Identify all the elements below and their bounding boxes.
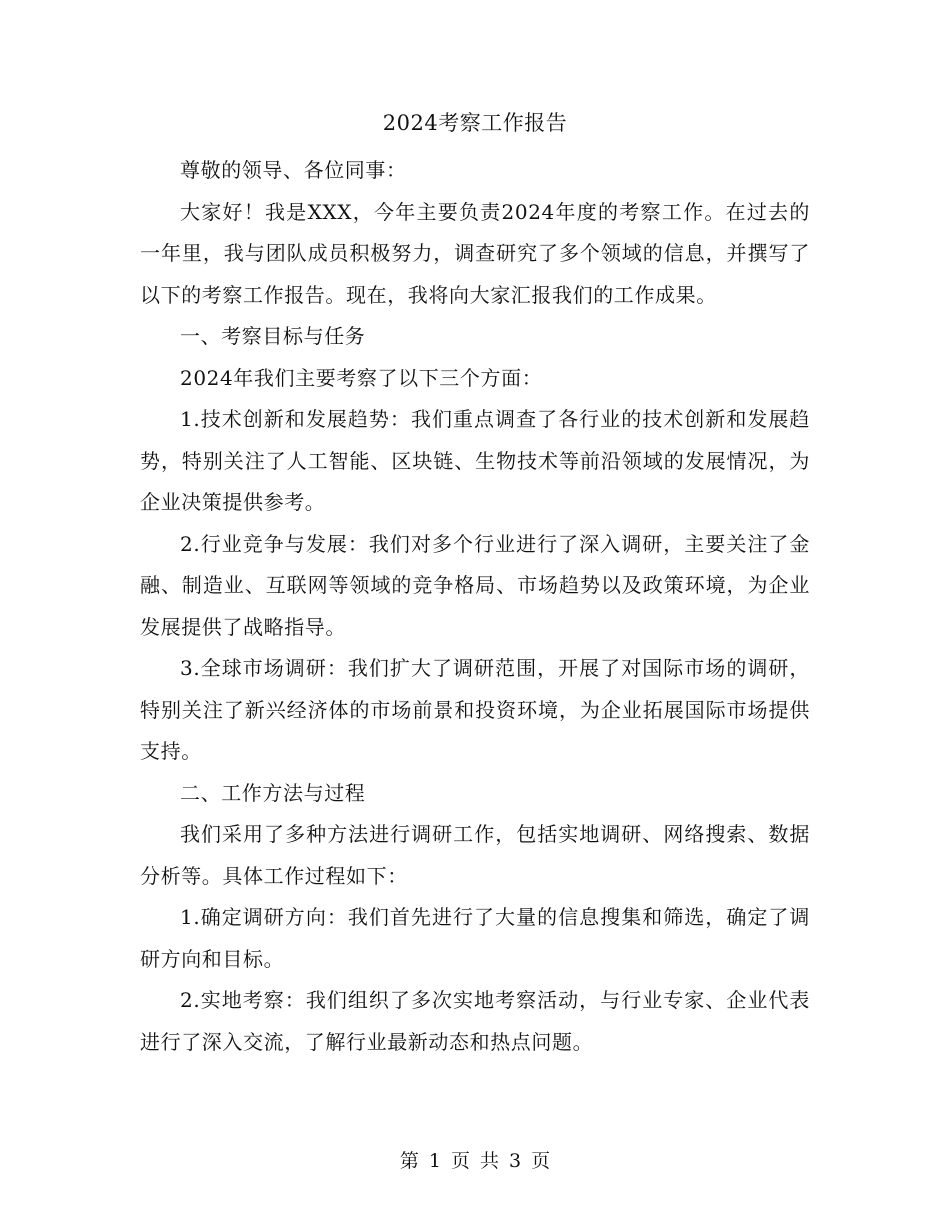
page-title: 2024考察工作报告 xyxy=(382,111,568,135)
paragraph-intro: 大家好！我是XXX，今年主要负责2024年度的考察工作。在过去的一年里，我与团队成员积极努力，调查研究了多个领域的信息，并撰写了以下的考察工作报告。现在，我将向大家汇报我们的工作成果。 xyxy=(140,199,810,307)
list-item-field-visit: 2.实地考察：我们组织了多次实地考察活动，与行业专家、企业代表进行了深入交流，了解行业最新动态和热点问题。 xyxy=(140,988,810,1054)
paragraph-section1-lead: 2024年我们主要考察了以下三个方面： xyxy=(180,365,543,390)
paragraph-section2-lead: 我们采用了多种方法进行调研工作，包括实地调研、网络搜索、数据分析等。具体工作过程如下： xyxy=(140,822,810,888)
document-body xyxy=(140,150,810,1063)
list-item-tech-innovation: 1.技术创新和发展趋势：我们重点调查了各行业的技术创新和发展趋势，特别关注了人工智能、区块链、生物技术等前沿领域的发展情况，为企业决策提供参考。 xyxy=(140,407,810,514)
list-item-global-market: 3.全球市场调研：我们扩大了调研范围，开展了对国际市场的调研，特别关注了新兴经济体的市场前景和投资环境，为企业拓展国际市场提供支持。 xyxy=(140,656,810,763)
section-heading-1: 一、考察目标与任务 xyxy=(180,324,366,348)
paragraph-greeting: 尊敬的领导、各位同事： xyxy=(180,158,407,182)
list-item-industry-competition: 2.行业竞争与发展：我们对多个行业进行了深入调研，主要关注了金融、制造业、互联网等领域的竞争格局、市场趋势以及政策环境，为企业发展提供了战略指导。 xyxy=(140,531,810,639)
section-heading-2: 二、工作方法与过程 xyxy=(180,780,366,805)
list-item-research-direction: 1.确定调研方向：我们首先进行了大量的信息搜集和筛选，确定了调研方向和目标。 xyxy=(140,905,810,971)
page-footer: 第 1 页 共 3 页 xyxy=(399,1150,551,1172)
